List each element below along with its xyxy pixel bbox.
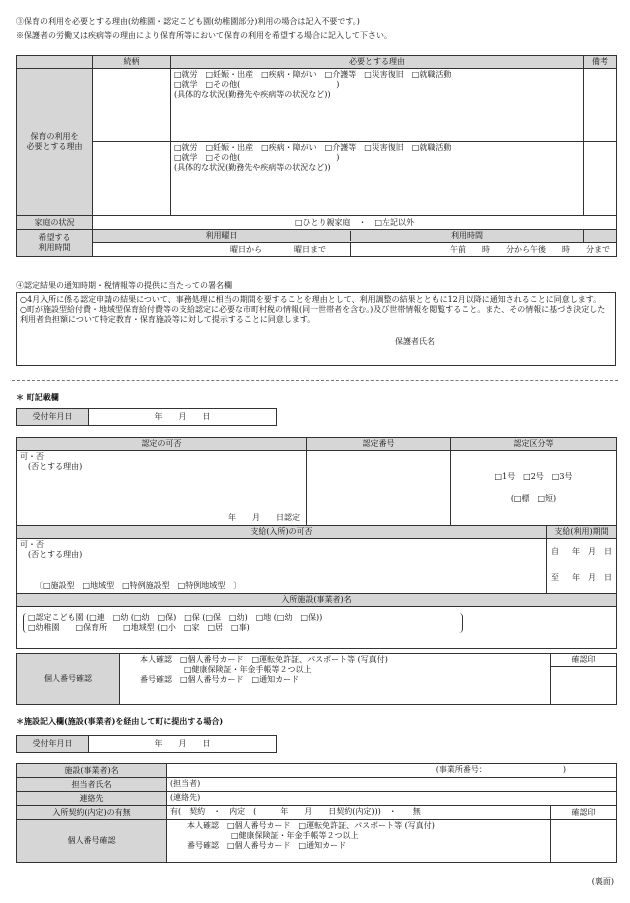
facility-name-label: 施設(事業者)名 xyxy=(17,764,167,778)
header-certcat: 認定区分等 xyxy=(451,438,617,451)
consent-p2: ○町が施設型給付費・地域型保育給付費等の支給認定に必要な市町村税の情報(同一世帯者を含む。)及び世帯情報を閲覧すること。また、その情報に基づき決定した利用者負担額について特定教育・保育施設等に対して提示することに同意します。 xyxy=(20,305,606,324)
support-types[interactable]: 〔□施設型 □地域型 □特例施設型 □特例地域型 〕 xyxy=(35,581,242,590)
certno-cell[interactable] xyxy=(307,451,451,526)
cert-standard[interactable]: (□標 □短) xyxy=(510,494,557,503)
facility-table xyxy=(16,763,617,863)
header-remarks: 備考 xyxy=(584,56,617,69)
relation-cell-1[interactable] xyxy=(93,69,171,142)
cert-reason: (否とする理由) xyxy=(28,462,83,471)
cert-cell[interactable] xyxy=(17,451,307,526)
note3-line1: ③保育の利用を必要とする理由(幼稚園・認定こども園(幼稚園部分)利用の場合は記入不要です。) xyxy=(16,17,360,26)
remarks-cell-1[interactable] xyxy=(584,69,617,142)
reason-detail-2: (具体的な状況(勤務先や疾病等の状況など)) xyxy=(174,163,331,172)
facility-contract-label: 入所契約(内定)の有無 xyxy=(17,806,167,820)
town-id-line1[interactable]: 本人確認 □個人番号カード □運転免許証、パスポート等 (写真付) xyxy=(140,655,388,664)
family-options[interactable]: □ひとり親家庭 ・ □左記以外 xyxy=(93,216,617,230)
facility-title: ＊施設記入欄(施設(事業者)を経由して町に提出する場合) xyxy=(16,716,224,726)
note3-line2: ※保護者の労働又は疾病等の理由により保育所等において保育の利用を希望する場合に記入して下さい。 xyxy=(16,31,392,40)
facility-id-line1[interactable]: 本人確認 □個人番号カード □運転免許証、パスポート等 (写真付) xyxy=(187,821,435,830)
note4-title: ④認定結果の通知時期・税情報等の提供に当たっての署名欄 xyxy=(16,281,232,290)
reason-checkboxes-2b[interactable]: □就学 □その他( ) xyxy=(174,153,340,162)
cert-kahi[interactable]: 可・否 xyxy=(20,452,44,461)
header-support: 支給(入所)の可否 xyxy=(17,526,547,539)
facility-options-1[interactable]: □認定こども園 (□連 □幼 (□幼 □保) □保 (□保 □幼) □地 (□幼 □保)) xyxy=(28,613,323,622)
header-days: 利用曜日 xyxy=(93,231,351,241)
facility-recv-date[interactable]: 年 月 日 xyxy=(89,736,277,753)
facility-recv-table xyxy=(16,735,277,753)
town-recv-table xyxy=(16,408,277,426)
page-footer: (裏面) xyxy=(591,877,614,886)
days-value[interactable]: 曜日から 曜日まで xyxy=(93,243,351,256)
facility-options-2[interactable]: □幼稚園 □保育所 □地域型 (□小 □家 □居 □事) xyxy=(28,623,250,632)
facility-cell[interactable] xyxy=(17,607,617,649)
town-recv-date[interactable]: 年 月 日 xyxy=(89,409,277,426)
period-from: 自 xyxy=(551,547,559,556)
period-cell[interactable] xyxy=(547,539,617,594)
facility-id-options[interactable] xyxy=(167,820,551,863)
town-id-line2[interactable]: □健康保険証・年金手帳等２つ以上 xyxy=(184,665,312,674)
period-to-date[interactable]: 年 月 日 xyxy=(572,573,612,582)
town-cert-table xyxy=(16,437,617,649)
facility-seal-box[interactable] xyxy=(551,820,617,863)
guardian-sign-label: 保護者氏名 xyxy=(395,337,435,346)
town-id-label: 個人番号確認 xyxy=(17,654,120,705)
town-recv-label: 受付年月日 xyxy=(17,409,89,426)
town-id-table xyxy=(16,653,617,705)
header-reason: 必要とする理由 xyxy=(171,56,584,69)
header-cert: 認定の可否 xyxy=(17,438,307,451)
reason-checkboxes-1a[interactable]: □就労 □妊娠・出産 □疾病・障がい □介護等 □災害復旧 □就職活動 xyxy=(174,70,452,79)
family-label: 家庭の状況 xyxy=(17,216,93,230)
facility-contact-value[interactable]: (連絡先) xyxy=(167,792,617,806)
consent-box xyxy=(16,292,616,366)
remarks-cell-2[interactable] xyxy=(584,142,617,216)
period-from-date[interactable]: 年 月 日 xyxy=(572,547,612,556)
hope-label: 希望する 利用時間 xyxy=(17,230,93,257)
town-id-line3[interactable]: 番号確認 □個人番号カード □通知カード xyxy=(140,675,300,684)
header-facility: 入所施設(事業者)名 xyxy=(17,594,617,607)
reason-row-label: 保育の利用を 必要とする理由 xyxy=(17,69,93,216)
reason-table xyxy=(16,55,617,257)
relation-cell-2[interactable] xyxy=(93,142,171,216)
header-certno: 認定番号 xyxy=(307,438,451,451)
reason-detail-1: (具体的な状況(勤務先や疾病等の状況など)) xyxy=(174,90,331,99)
header-hours: 利用時間 xyxy=(451,231,483,240)
facility-person-label: 担当者氏名 xyxy=(17,778,167,792)
support-kahi[interactable]: 可・否 xyxy=(20,540,44,549)
header-period: 支給(利用)期間 xyxy=(547,526,617,539)
hours-value[interactable]: 午前 時 分から午後 時 分まで xyxy=(450,244,610,254)
facility-contact-label: 連絡先 xyxy=(17,792,167,806)
cut-line xyxy=(12,380,618,381)
facility-seal-label: 確認印 xyxy=(551,806,617,820)
town-seal-label: 確認印 xyxy=(551,654,617,667)
town-id-options[interactable] xyxy=(120,654,551,705)
support-cell[interactable] xyxy=(17,539,547,594)
period-to: 至 xyxy=(551,573,559,582)
reason-options-2[interactable] xyxy=(171,142,584,216)
facility-id-line2[interactable]: □健康保険証・年金手帳等２つ以上 xyxy=(231,831,359,840)
consent-p1: ○4月入所に係る認定申請の結果について、事務処理に相当の期間を要することを理由として、利用調整の結果とともに12月以降に通知されることに同意します。 xyxy=(20,295,602,304)
facility-id-label: 個人番号確認 xyxy=(17,820,167,863)
cert-date[interactable]: 年 月 日認定 xyxy=(228,513,300,522)
certcat-cell[interactable] xyxy=(451,451,617,526)
facility-id-line3[interactable]: 番号確認 □個人番号カード □通知カード xyxy=(187,841,347,850)
town-title: ＊ 町記載欄 xyxy=(16,392,59,402)
header-relation: 続柄 xyxy=(93,56,171,69)
reason-checkboxes-1b[interactable]: □就学 □その他( ) xyxy=(174,80,340,89)
facility-recv-label: 受付年月日 xyxy=(17,736,89,753)
facility-office-no[interactable]: (事業所番号： ) xyxy=(167,764,617,778)
town-seal-box[interactable] xyxy=(551,667,617,705)
cert-category[interactable]: □1号 □2号 □3号 xyxy=(494,472,573,481)
support-reason: (否とする理由) xyxy=(28,550,83,559)
reason-options-1[interactable] xyxy=(171,69,584,142)
facility-person-value[interactable]: (担当者) xyxy=(167,778,617,792)
reason-checkboxes-2a[interactable]: □就労 □妊娠・出産 □疾病・障がい □介護等 □災害復旧 □就職活動 xyxy=(174,143,452,152)
facility-contract-value[interactable]: 有( 契約 ・ 内定 ( 年 月 日契約(内定))) ・ 無 xyxy=(167,806,551,820)
